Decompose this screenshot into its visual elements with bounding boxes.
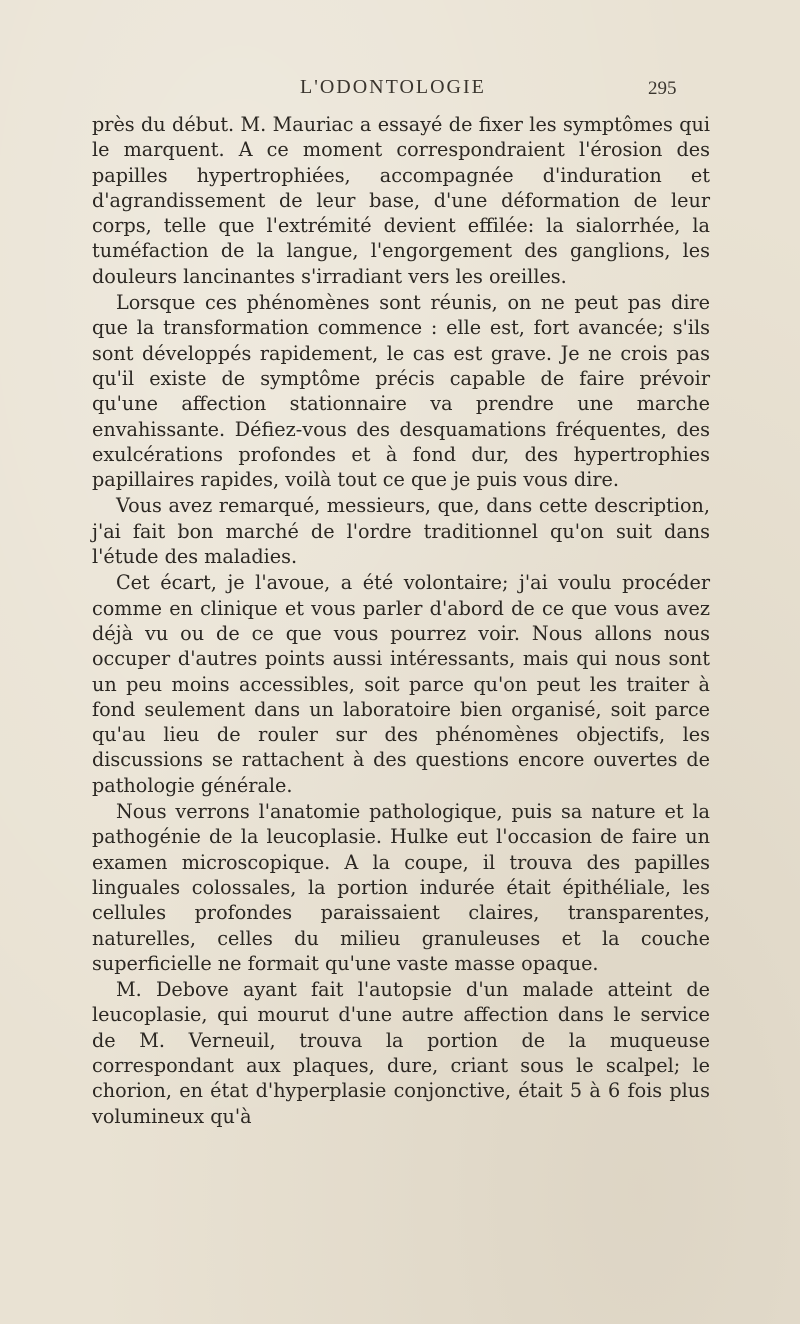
paragraph-5: Nous verrons l'anatomie pathologique, puis sa nature et la pathogénie de la leucoplasie. Hulke eut l'occasion de faire un examen microscopique. A la coupe, il trouva des papilles linguales colossales, la portion indurée était épithéliale, les cellules profondes paraissaient claires, transparentes, naturelles, celles du milieu granuleuses et la couche superficielle ne formait qu'une vaste masse opaque. [92, 800, 710, 975]
paragraph-1: près du début. M. Mauriac a essayé de fixer les symptômes qui le marquent. A ce moment correspondraient l'érosion des papilles hypertrophiées, accompagnée d'induration et d'agrandissement de leur base, d'une déformation de leur corps, telle que l'extrémité devient effilée: la sialorrhée, la tuméfaction de la langue, l'engorgement des ganglions, les douleurs lancinantes s'irradiant vers les oreilles. [92, 113, 710, 288]
page-number: 295 [648, 78, 677, 99]
running-title: L'ODONTOLOGIE [300, 76, 486, 98]
paragraph-6: M. Debove ayant fait l'autopsie d'un malade atteint de leucoplasie, qui mourut d'une autre affection dans le service de M. Verneuil, trouva la portion de la muqueuse correspondant aux plaques, dure, criant sous le scalpel; le chorion, en état d'hyperplasie conjonctive, était 5 à 6 fois plus volumineux qu'à [92, 978, 710, 1128]
body-text [92, 112, 710, 1129]
paragraph-3: Vous avez remarqué, messieurs, que, dans cette description, j'ai fait bon marché de l'ordre traditionnel qu'on suit dans l'étude des maladies. [92, 494, 710, 569]
paragraph-4: Cet écart, je l'avoue, a été volontaire; j'ai voulu procéder comme en clinique et vous parler d'abord de ce que vous avez déjà vu ou de ce que vous pourrez voir. Nous allons nous occuper d'autres points aussi intéressants, mais qui nous sont un peu moins accessibles, soit parce qu'on peut les traiter à fond seulement dans un laboratoire bien organisé, soit parce qu'au lieu de rouler sur des phénomènes objectifs, les discussions se rattachent à des questions encore ouvertes de pathologie générale. [92, 571, 710, 797]
paragraph-2: Lorsque ces phénomènes sont réunis, on ne peut pas dire que la transformation commence : elle est, fort avancée; s'ils sont développés rapidement, le cas est grave. Je ne crois pas qu'il existe de symptôme précis capable de faire prévoir qu'une affection stationnaire va prendre une marche envahissante. Défiez-vous des desquamations fréquentes, des exulcérations profondes et à fond dur, des hypertrophies papillaires rapides, voilà tout ce que je puis vous dire. [92, 291, 710, 492]
